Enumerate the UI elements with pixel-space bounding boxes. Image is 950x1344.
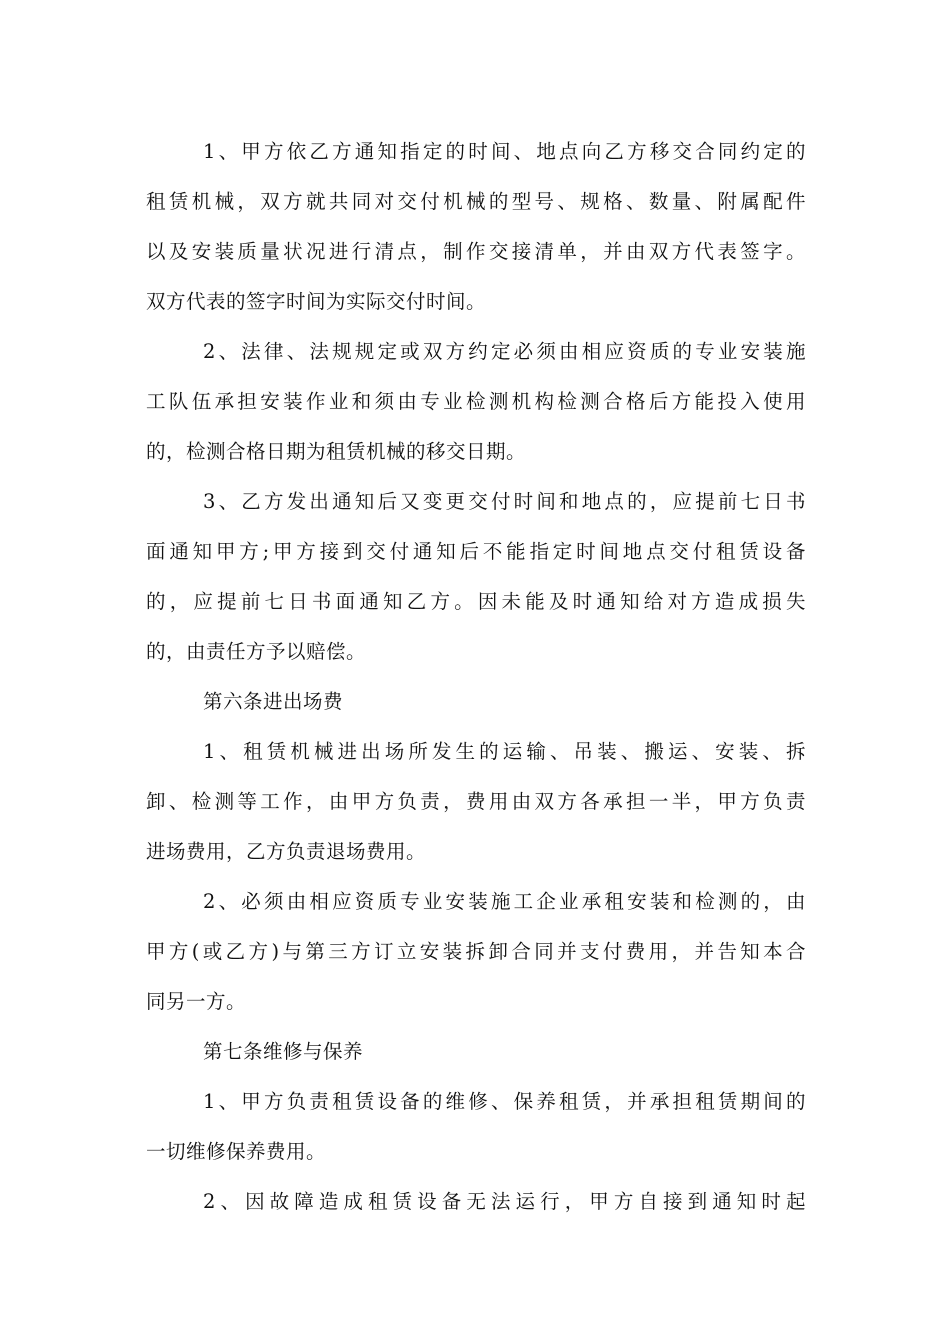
paragraph-6-line-3: 同另一方。 [146,990,247,1013]
paragraph-3-line-2: 面通知甲方;甲方接到交付通知后不能指定时间地点交付租赁设备 [146,540,806,563]
paragraph-1-line-1: 1、甲方依乙方通知指定的时间、地点向乙方移交合同约定的 [203,140,806,163]
paragraph-2-line-3: 的，检测合格日期为租赁机械的移交日期。 [146,440,527,463]
paragraph-5-line-3: 进场费用，乙方负责退场费用。 [146,840,427,863]
paragraph-8-line-1: 1、甲方负责租赁设备的维修、保养租赁，并承担租赁期间的 [203,1090,806,1113]
paragraph-8-line-2: 一切维修保养费用。 [146,1140,327,1163]
paragraph-3-line-3: 的，应提前七日书面通知乙方。因未能及时通知给对方造成损失 [146,590,806,613]
paragraph-2-line-1: 2、法律、法规规定或双方约定必须由相应资质的专业安装施 [203,340,806,363]
section-heading-article-7: 第七条维修与保养 [203,1040,364,1063]
paragraph-5-line-2: 卸、检测等工作，由甲方负责，费用由双方各承担一半，甲方负责 [146,790,806,813]
paragraph-3-line-1: 3、乙方发出通知后又变更交付时间和地点的，应提前七日书 [203,490,806,513]
paragraph-1-line-2: 租赁机械，双方就共同对交付机械的型号、规格、数量、附属配件 [146,190,806,213]
paragraph-1-line-4: 双方代表的签字时间为实际交付时间。 [146,290,487,313]
paragraph-6-line-2: 甲方(或乙方)与第三方订立安装拆卸合同并支付费用，并告知本合 [146,940,806,963]
paragraph-3-line-4: 的，由责任方予以赔偿。 [146,640,367,663]
paragraph-5-line-1: 1、租赁机械进出场所发生的运输、吊装、搬运、安装、拆 [203,740,806,763]
paragraph-9-line-1: 2、因故障造成租赁设备无法运行，甲方自接到通知时起 [203,1190,806,1213]
paragraph-6-line-1: 2、必须由相应资质专业安装施工企业承租安装和检测的，由 [203,890,806,913]
paragraph-2-line-2: 工队伍承担安装作业和须由专业检测机构检测合格后方能投入使用 [146,390,806,413]
section-heading-article-6: 第六条进出场费 [203,690,344,713]
paragraph-1-line-3: 以及安装质量状况进行清点，制作交接清单，并由双方代表签字。 [146,240,806,263]
